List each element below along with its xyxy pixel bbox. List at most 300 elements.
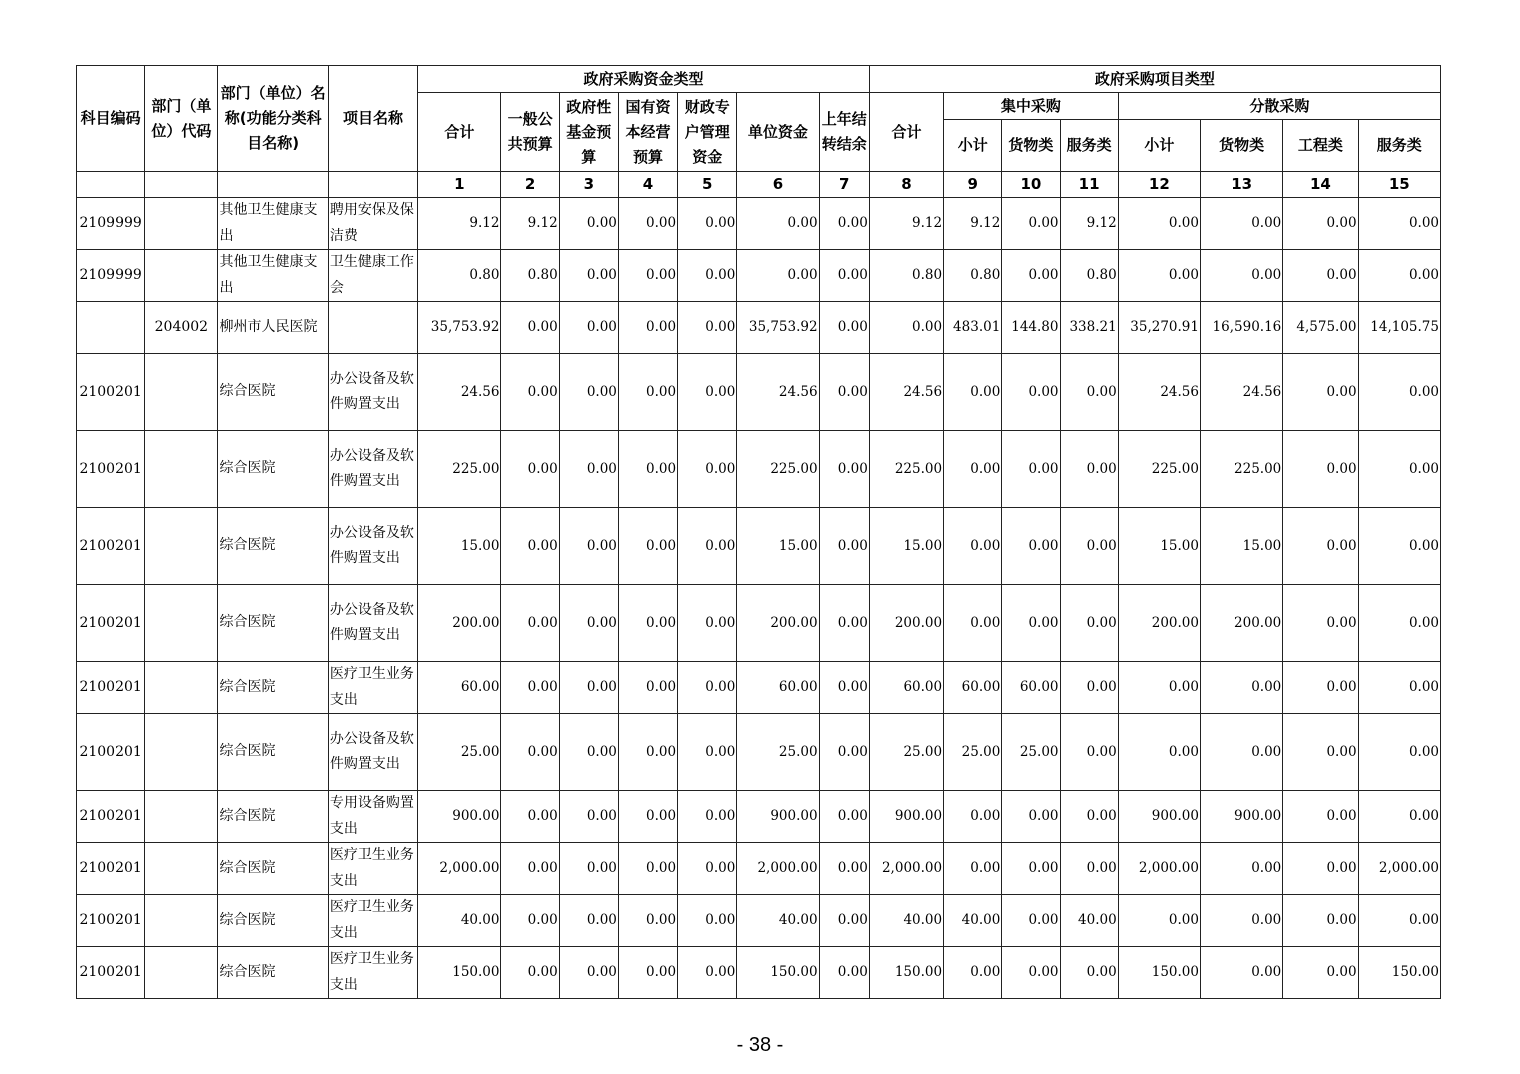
- header-fiscal-account: 财政专户管理资金: [678, 93, 737, 172]
- column-index: 11: [1060, 172, 1118, 198]
- cell-dept-name: 综合医院: [218, 843, 328, 895]
- header-services: 服务类: [1060, 120, 1118, 172]
- cell-project-name: 聘用安保及保洁费: [328, 198, 417, 250]
- cell-project-name: 办公设备及软件购置支出: [328, 714, 417, 791]
- table-row: [77, 198, 1441, 250]
- header-engineering: 工程类: [1283, 120, 1358, 172]
- cell-value: 0.00: [944, 354, 1002, 431]
- cell-dept-name: 综合医院: [218, 431, 328, 508]
- cell-value: 0.00: [1060, 843, 1118, 895]
- cell-value: 24.56: [869, 354, 943, 431]
- cell-value: 0.00: [501, 947, 559, 999]
- cell-value: 0.00: [1200, 198, 1282, 250]
- cell-value: 900.00: [1118, 791, 1200, 843]
- cell-code: 2100201: [77, 585, 145, 662]
- cell-value: 0.00: [1060, 662, 1118, 714]
- cell-value: 0.00: [1283, 585, 1358, 662]
- cell-value: 25.00: [944, 714, 1002, 791]
- cell-value: 0.00: [819, 250, 869, 302]
- cell-value: 0.00: [1002, 791, 1060, 843]
- cell-value: 0.00: [1358, 714, 1440, 791]
- cell-value: 35,753.92: [737, 302, 819, 354]
- cell-value: 0.00: [944, 791, 1002, 843]
- table-header: [77, 66, 1441, 198]
- header-carryover: 上年结转结余: [819, 93, 869, 172]
- cell-value: 200.00: [1200, 585, 1282, 662]
- cell-value: 150.00: [1358, 947, 1440, 999]
- cell-value: 0.80: [418, 250, 501, 302]
- cell-value: 225.00: [869, 431, 943, 508]
- cell-value: 24.56: [1200, 354, 1282, 431]
- cell-value: 24.56: [737, 354, 819, 431]
- cell-value: 0.00: [819, 791, 869, 843]
- cell-value: 2,000.00: [869, 843, 943, 895]
- cell-value: 0.00: [678, 895, 737, 947]
- cell-value: 338.21: [1060, 302, 1118, 354]
- cell-value: 0.00: [944, 431, 1002, 508]
- cell-value: 9.12: [418, 198, 501, 250]
- cell-value: 25.00: [1002, 714, 1060, 791]
- cell-value: 0.00: [1283, 508, 1358, 585]
- cell-dept-code: [145, 585, 218, 662]
- cell-value: 0.00: [1002, 585, 1060, 662]
- cell-value: 0.00: [944, 843, 1002, 895]
- table-row: [77, 714, 1441, 791]
- cell-value: 2,000.00: [1118, 843, 1200, 895]
- header-project-name: 项目名称: [328, 66, 417, 172]
- cell-value: 200.00: [418, 585, 501, 662]
- cell-value: 0.00: [1283, 354, 1358, 431]
- cell-dept-name: 综合医院: [218, 895, 328, 947]
- cell-value: 0.00: [618, 431, 677, 508]
- cell-value: 0.00: [1358, 250, 1440, 302]
- cell-value: 0.00: [1002, 431, 1060, 508]
- cell-project-name: 医疗卫生业务支出: [328, 662, 417, 714]
- cell-value: 15.00: [737, 508, 819, 585]
- cell-value: 0.00: [1283, 198, 1358, 250]
- procurement-table: [76, 65, 1441, 999]
- cell-value: 200.00: [737, 585, 819, 662]
- cell-value: 0.00: [559, 302, 618, 354]
- cell-value: 0.00: [819, 662, 869, 714]
- cell-dept-code: 204002: [145, 302, 218, 354]
- cell-value: 225.00: [737, 431, 819, 508]
- table-row: [77, 791, 1441, 843]
- cell-project-name: 办公设备及软件购置支出: [328, 431, 417, 508]
- cell-value: 0.00: [1060, 431, 1118, 508]
- cell-value: 9.12: [1060, 198, 1118, 250]
- cell-value: 9.12: [944, 198, 1002, 250]
- cell-value: 25.00: [869, 714, 943, 791]
- cell-value: 0.00: [1283, 662, 1358, 714]
- cell-value: 0.00: [819, 198, 869, 250]
- cell-value: 0.00: [501, 714, 559, 791]
- cell-dept-code: [145, 714, 218, 791]
- cell-value: 0.00: [1118, 714, 1200, 791]
- column-index: 7: [819, 172, 869, 198]
- cell-value: 0.00: [678, 585, 737, 662]
- cell-value: 0.00: [618, 714, 677, 791]
- header-total: 合计: [418, 93, 501, 172]
- cell-dept-code: [145, 791, 218, 843]
- cell-value: 2,000.00: [418, 843, 501, 895]
- table-row: [77, 895, 1441, 947]
- cell-dept-name: 其他卫生健康支出: [218, 250, 328, 302]
- cell-value: 0.00: [1002, 198, 1060, 250]
- cell-value: 60.00: [869, 662, 943, 714]
- cell-value: 0.00: [819, 508, 869, 585]
- cell-value: 0.00: [869, 302, 943, 354]
- cell-value: 2,000.00: [737, 843, 819, 895]
- cell-dept-code: [145, 662, 218, 714]
- cell-value: 0.00: [1200, 662, 1282, 714]
- cell-value: 0.00: [1060, 791, 1118, 843]
- cell-value: 0.00: [678, 198, 737, 250]
- cell-value: 0.00: [944, 508, 1002, 585]
- cell-value: 200.00: [869, 585, 943, 662]
- cell-value: 150.00: [418, 947, 501, 999]
- cell-value: 40.00: [1060, 895, 1118, 947]
- cell-dept-name: 综合医院: [218, 585, 328, 662]
- cell-value: 0.00: [559, 662, 618, 714]
- cell-value: 0.80: [501, 250, 559, 302]
- cell-value: 0.00: [559, 250, 618, 302]
- cell-value: 0.00: [618, 843, 677, 895]
- cell-value: 0.00: [559, 431, 618, 508]
- cell-value: 0.00: [1358, 662, 1440, 714]
- cell-value: 40.00: [944, 895, 1002, 947]
- column-index: 3: [559, 172, 618, 198]
- header-unit-fund: 单位资金: [737, 93, 819, 172]
- cell-dept-code: [145, 354, 218, 431]
- cell-value: 0.00: [1002, 895, 1060, 947]
- cell-value: 0.00: [618, 895, 677, 947]
- cell-value: 0.00: [819, 302, 869, 354]
- cell-value: 0.00: [501, 895, 559, 947]
- cell-value: 483.01: [944, 302, 1002, 354]
- header-soe-budget: 国有资本经营预算: [618, 93, 677, 172]
- cell-value: 0.00: [1283, 431, 1358, 508]
- cell-value: 0.00: [618, 250, 677, 302]
- cell-value: 0.00: [1358, 431, 1440, 508]
- cell-value: 225.00: [1200, 431, 1282, 508]
- cell-value: 0.00: [1002, 843, 1060, 895]
- cell-project-name: 医疗卫生业务支出: [328, 947, 417, 999]
- header-dispersed: 分散采购: [1118, 93, 1440, 120]
- cell-value: 0.00: [1060, 947, 1118, 999]
- cell-value: 0.00: [1358, 198, 1440, 250]
- cell-value: 0.00: [1118, 895, 1200, 947]
- column-index: 12: [1118, 172, 1200, 198]
- cell-code: 2100201: [77, 431, 145, 508]
- column-index: 10: [1002, 172, 1060, 198]
- cell-value: 0.00: [1200, 250, 1282, 302]
- cell-value: 0.00: [1118, 250, 1200, 302]
- cell-value: 16,590.16: [1200, 302, 1282, 354]
- column-index: 14: [1283, 172, 1358, 198]
- cell-dept-name: 综合医院: [218, 354, 328, 431]
- cell-value: 35,270.91: [1118, 302, 1200, 354]
- cell-value: 0.00: [1358, 791, 1440, 843]
- cell-value: 2,000.00: [1358, 843, 1440, 895]
- column-index: 9: [944, 172, 1002, 198]
- cell-value: 40.00: [418, 895, 501, 947]
- header-dept-code: 部门（单位）代码: [145, 66, 218, 172]
- cell-project-name: 办公设备及软件购置支出: [328, 585, 417, 662]
- cell-dept-code: [145, 431, 218, 508]
- cell-dept-code: [145, 843, 218, 895]
- cell-value: 0.00: [819, 947, 869, 999]
- cell-value: 60.00: [944, 662, 1002, 714]
- cell-value: 0.00: [501, 585, 559, 662]
- table-row: [77, 250, 1441, 302]
- cell-value: 0.00: [618, 791, 677, 843]
- cell-dept-code: [145, 508, 218, 585]
- cell-value: 0.00: [819, 714, 869, 791]
- cell-value: 60.00: [737, 662, 819, 714]
- cell-value: 900.00: [1200, 791, 1282, 843]
- cell-value: 0.00: [819, 843, 869, 895]
- header-subtotal2: 小计: [1118, 120, 1200, 172]
- cell-code: 2100201: [77, 895, 145, 947]
- cell-value: 0.00: [501, 354, 559, 431]
- cell-value: 0.00: [1200, 895, 1282, 947]
- cell-value: 0.00: [618, 662, 677, 714]
- cell-value: 0.00: [1002, 250, 1060, 302]
- header-dept-name: 部门（单位）名称(功能分类科目名称): [218, 66, 328, 172]
- cell-value: 9.12: [869, 198, 943, 250]
- cell-value: 0.00: [559, 354, 618, 431]
- cell-value: 4,575.00: [1283, 302, 1358, 354]
- cell-value: 150.00: [1118, 947, 1200, 999]
- cell-value: 25.00: [418, 714, 501, 791]
- cell-value: 0.00: [1283, 714, 1358, 791]
- cell-value: 0.00: [678, 354, 737, 431]
- cell-value: 25.00: [737, 714, 819, 791]
- cell-value: 0.00: [1118, 662, 1200, 714]
- header-code: 科目编码: [77, 66, 145, 172]
- column-index: 6: [737, 172, 819, 198]
- cell-value: 14,105.75: [1358, 302, 1440, 354]
- table-row: [77, 585, 1441, 662]
- cell-value: 0.00: [678, 508, 737, 585]
- cell-value: 150.00: [737, 947, 819, 999]
- cell-value: 900.00: [869, 791, 943, 843]
- cell-value: 0.00: [559, 843, 618, 895]
- cell-value: 0.00: [944, 947, 1002, 999]
- column-index: 8: [869, 172, 943, 198]
- header-subtotal: 小计: [944, 120, 1002, 172]
- cell-value: 900.00: [418, 791, 501, 843]
- cell-dept-code: [145, 198, 218, 250]
- cell-value: 0.00: [1200, 947, 1282, 999]
- cell-value: 0.00: [1060, 714, 1118, 791]
- table-row: [77, 508, 1441, 585]
- cell-value: 144.80: [1002, 302, 1060, 354]
- cell-value: 0.00: [819, 895, 869, 947]
- column-index: 15: [1358, 172, 1440, 198]
- cell-value: 0.00: [1200, 843, 1282, 895]
- cell-value: 0.00: [559, 714, 618, 791]
- cell-project-name: 医疗卫生业务支出: [328, 843, 417, 895]
- cell-value: 0.00: [1283, 947, 1358, 999]
- cell-value: 225.00: [1118, 431, 1200, 508]
- cell-value: 40.00: [869, 895, 943, 947]
- cell-value: 0.00: [1060, 508, 1118, 585]
- cell-dept-code: [145, 895, 218, 947]
- cell-value: 0.00: [678, 431, 737, 508]
- page-number: - 38 -: [736, 1034, 784, 1056]
- header-services2: 服务类: [1358, 120, 1440, 172]
- cell-value: 0.00: [501, 791, 559, 843]
- cell-value: 0.00: [559, 585, 618, 662]
- cell-value: 0.00: [559, 895, 618, 947]
- cell-value: 0.80: [869, 250, 943, 302]
- table-row: [77, 662, 1441, 714]
- header-total2: 合计: [869, 93, 943, 172]
- table-row: [77, 302, 1441, 354]
- cell-value: 0.00: [737, 198, 819, 250]
- cell-value: 0.00: [1002, 508, 1060, 585]
- cell-value: 15.00: [869, 508, 943, 585]
- cell-value: 0.00: [618, 302, 677, 354]
- cell-value: 0.00: [678, 250, 737, 302]
- table-row: [77, 431, 1441, 508]
- cell-project-name: 医疗卫生业务支出: [328, 895, 417, 947]
- header-fund-type: 政府采购资金类型: [418, 66, 870, 93]
- column-index: 2: [501, 172, 559, 198]
- cell-value: 0.00: [1283, 895, 1358, 947]
- cell-project-name: 卫生健康工作会: [328, 250, 417, 302]
- cell-value: 0.00: [1358, 508, 1440, 585]
- column-index: 1: [418, 172, 501, 198]
- cell-value: 0.00: [678, 302, 737, 354]
- cell-value: 0.00: [618, 354, 677, 431]
- cell-value: 0.80: [944, 250, 1002, 302]
- cell-value: 0.00: [678, 714, 737, 791]
- table-row: [77, 947, 1441, 999]
- cell-code: 2100201: [77, 791, 145, 843]
- cell-dept-name: 综合医院: [218, 714, 328, 791]
- cell-value: 0.00: [1060, 354, 1118, 431]
- cell-value: 0.00: [1358, 895, 1440, 947]
- cell-code: 2109999: [77, 198, 145, 250]
- table-row: [77, 354, 1441, 431]
- header-project-type: 政府采购项目类型: [869, 66, 1440, 93]
- cell-dept-name: 柳州市人民医院: [218, 302, 328, 354]
- table-body: [77, 198, 1441, 999]
- cell-value: 0.00: [944, 585, 1002, 662]
- table-row: [77, 843, 1441, 895]
- cell-project-name: 专用设备购置支出: [328, 791, 417, 843]
- cell-value: 0.00: [1358, 585, 1440, 662]
- cell-value: 0.00: [678, 791, 737, 843]
- header-gov-fund: 政府性基金预算: [559, 93, 618, 172]
- cell-value: 15.00: [418, 508, 501, 585]
- header-general-budget: 一般公共预算: [501, 93, 559, 172]
- cell-dept-code: [145, 947, 218, 999]
- cell-code: 2100201: [77, 947, 145, 999]
- cell-code: [77, 302, 145, 354]
- cell-value: 60.00: [418, 662, 501, 714]
- cell-value: 0.00: [1002, 354, 1060, 431]
- cell-value: 150.00: [869, 947, 943, 999]
- cell-value: 40.00: [737, 895, 819, 947]
- cell-code: 2100201: [77, 662, 145, 714]
- cell-value: 0.00: [1002, 947, 1060, 999]
- cell-dept-name: 综合医院: [218, 947, 328, 999]
- cell-value: 0.00: [1200, 714, 1282, 791]
- cell-value: 9.12: [501, 198, 559, 250]
- cell-value: 0.00: [1283, 791, 1358, 843]
- cell-value: 0.00: [678, 843, 737, 895]
- cell-code: 2100201: [77, 354, 145, 431]
- cell-value: 0.00: [678, 662, 737, 714]
- cell-code: 2100201: [77, 714, 145, 791]
- cell-value: 0.00: [819, 585, 869, 662]
- column-index: 5: [678, 172, 737, 198]
- cell-value: 24.56: [418, 354, 501, 431]
- cell-value: 15.00: [1200, 508, 1282, 585]
- cell-value: 0.00: [559, 508, 618, 585]
- cell-dept-name: 综合医院: [218, 508, 328, 585]
- cell-code: 2109999: [77, 250, 145, 302]
- cell-value: 24.56: [1118, 354, 1200, 431]
- cell-dept-code: [145, 250, 218, 302]
- cell-project-name: 办公设备及软件购置支出: [328, 508, 417, 585]
- cell-code: 2100201: [77, 843, 145, 895]
- cell-code: 2100201: [77, 508, 145, 585]
- cell-value: 0.00: [501, 662, 559, 714]
- column-index: 4: [618, 172, 677, 198]
- cell-value: 0.00: [819, 431, 869, 508]
- cell-value: 0.00: [737, 250, 819, 302]
- cell-dept-name: 综合医院: [218, 662, 328, 714]
- cell-value: 0.00: [501, 843, 559, 895]
- header-centralized: 集中采购: [944, 93, 1119, 120]
- cell-value: 0.00: [1358, 354, 1440, 431]
- cell-value: 0.00: [678, 947, 737, 999]
- cell-value: 225.00: [418, 431, 501, 508]
- cell-value: 0.00: [1283, 843, 1358, 895]
- cell-value: 0.00: [1118, 198, 1200, 250]
- cell-project-name: 办公设备及软件购置支出: [328, 354, 417, 431]
- cell-value: 0.00: [1060, 585, 1118, 662]
- cell-value: 35,753.92: [418, 302, 501, 354]
- cell-value: 0.00: [618, 198, 677, 250]
- cell-dept-name: 综合医院: [218, 791, 328, 843]
- cell-value: 0.00: [819, 354, 869, 431]
- cell-value: 0.00: [1283, 250, 1358, 302]
- cell-value: 0.00: [501, 508, 559, 585]
- cell-value: 15.00: [1118, 508, 1200, 585]
- cell-dept-name: 其他卫生健康支出: [218, 198, 328, 250]
- header-goods: 货物类: [1002, 120, 1060, 172]
- cell-value: 60.00: [1002, 662, 1060, 714]
- cell-value: 0.00: [618, 508, 677, 585]
- cell-value: 0.80: [1060, 250, 1118, 302]
- cell-value: 900.00: [737, 791, 819, 843]
- cell-value: 200.00: [1118, 585, 1200, 662]
- cell-value: 0.00: [501, 302, 559, 354]
- cell-value: 0.00: [618, 947, 677, 999]
- cell-value: 0.00: [559, 198, 618, 250]
- cell-value: 0.00: [559, 791, 618, 843]
- cell-project-name: [328, 302, 417, 354]
- cell-value: 0.00: [501, 431, 559, 508]
- cell-value: 0.00: [618, 585, 677, 662]
- header-goods2: 货物类: [1200, 120, 1282, 172]
